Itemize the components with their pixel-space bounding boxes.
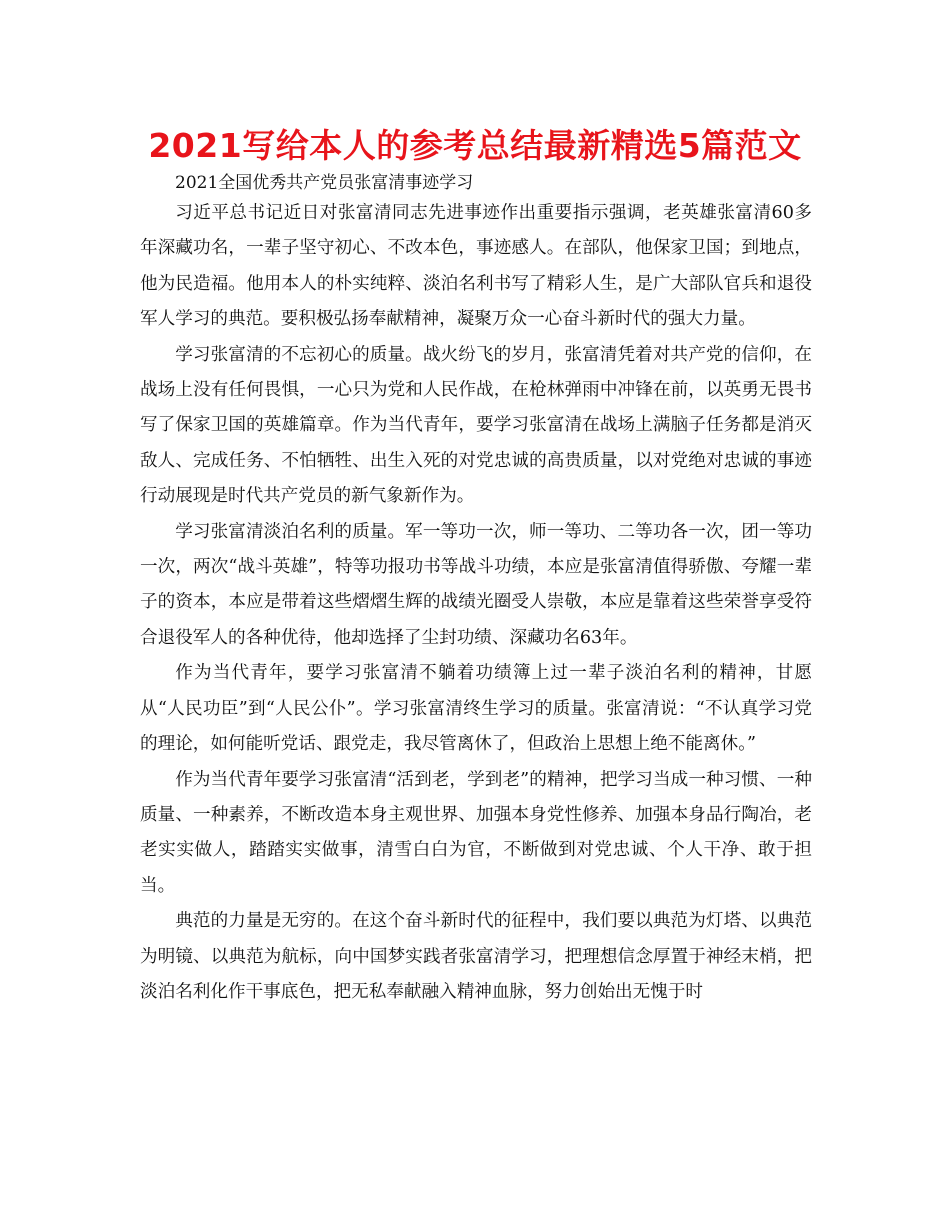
paragraph: 作为当代青年，要学习张富清不躺着功绩簿上过一辈子淡泊名利的精神，甘愿从“人民功臣”到“人民公仆”。学习张富清终生学习的质量。张富清说：“不认真学习党的理论，如何能听党话、跟党走，我尽管离休了，但政治上思想上绝不能离休。” — [140, 663, 812, 755]
document-subtitle: 2021全国优秀共产党员张富清事迹学习 — [175, 173, 474, 193]
paragraph: 习近平总书记近日对张富清同志先进事迹作出重要指示强调，老英雄张富清60多年深藏功名，一辈子坚守初心、不改本色，事迹感人。在部队，他保家卫国；到地点，他为民造福。他用本人的朴实纯粹、淡泊名利书写了精彩人生，是广大部队官兵和退役军人学习的典范。要积极弘扬奉献精神，凝聚万众一心奋斗新时代的强大力量。 — [140, 203, 812, 330]
paragraph: 典范的力量是无穷的。在这个奋斗新时代的征程中，我们要以典范为灯塔、以典范为明镜、以典范为航标，向中国梦实践者张富清学习，把理想信念厚置于神经末梢，把淡泊名利化作干事底色，把无私奉献融入精神血脉，努力创始出无愧于时 — [140, 911, 812, 1002]
paragraph: 作为当代青年要学习张富清“活到老，学到老”的精神，把学习当成一种习惯、一种质量、一种素养，不断改造本身主观世界、加强本身党性修养、加强本身品行陶冶，老老实实做人，踏踏实实做事，清雪白白为官，不断做到对党忠诚、个人干净、敢于担当。 — [140, 769, 812, 896]
document-body — [140, 196, 812, 1010]
document-title: 2021写给本人的参考总结最新精选5篇范文 — [148, 126, 802, 165]
paragraph: 学习张富清的不忘初心的质量。战火纷飞的岁月，张富清凭着对共产党的信仰，在战场上没有任何畏惧，一心只为党和人民作战，在枪林弹雨中冲锋在前，以英勇无畏书写了保家卫国的英雄篇章。作为当代青年，要学习张富清在战场上满脑子任务都是消灭敌人、完成任务、不怕牺牲、出生入死的对党忠诚的高贵质量，以对党绝对忠诚的事迹行动展现是时代共产党员的新气象新作为。 — [140, 344, 812, 507]
paragraph: 学习张富清淡泊名利的质量。军一等功一次，师一等功、二等功各一次，团一等功一次，两次“战斗英雄”，特等功报功书等战斗功绩，本应是张富清值得骄傲、夸耀一辈子的资本，本应是带着这些熠熠生辉的战绩光圈受人崇敬，本应是靠着这些荣誉享受符合退役军人的各种优待，他却选择了尘封功绩、深藏功名63年。 — [140, 521, 812, 648]
